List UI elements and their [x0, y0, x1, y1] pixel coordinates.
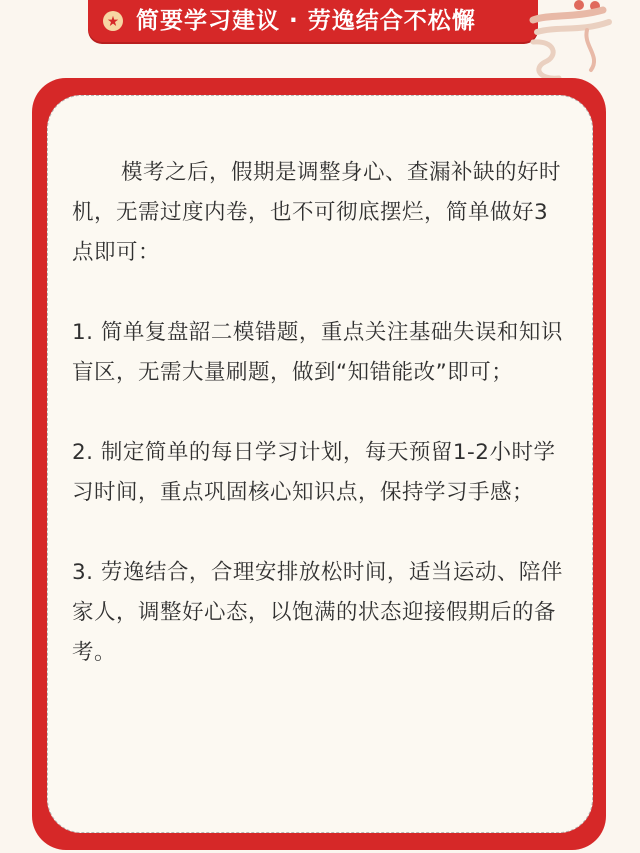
- section-title-banner: [88, 0, 538, 42]
- ribbon-scroll-icon: [525, 0, 615, 82]
- section-title: 简要学习建议 · 劳逸结合不松懈: [136, 8, 476, 34]
- star-badge-icon: [103, 11, 123, 31]
- advice-content: [72, 153, 570, 673]
- intro-paragraph: 模考之后，假期是调整身心、查漏补缺的好时机，无需过度内卷，也不可彻底摆烂，简单做好3点即可：: [72, 160, 562, 265]
- advice-item-1: 1. 简单复盘韶二模错题，重点关注基础失误和知识盲区，无需大量刷题，做到“知错能改”即可；: [72, 320, 563, 385]
- advice-item-3: 3. 劳逸结合，合理安排放松时间，适当运动、陪伴家人，调整好心态，以饱满的状态迎接假期后的备考。: [72, 560, 563, 665]
- advice-item-2: 2. 制定简单的每日学习计划，每天预留1-2小时学习时间，重点巩固核心知识点，保持学习手感；: [72, 440, 556, 505]
- star-shape: [107, 15, 119, 27]
